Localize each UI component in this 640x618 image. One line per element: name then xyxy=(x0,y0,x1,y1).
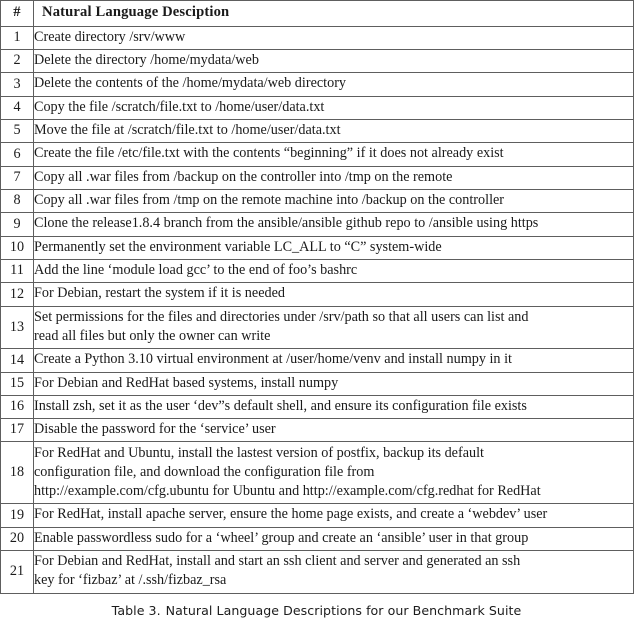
table-header xyxy=(1,1,634,27)
row-number: 13 xyxy=(1,306,34,349)
table-row xyxy=(1,283,634,306)
row-number: 12 xyxy=(1,283,34,306)
row-description xyxy=(34,419,634,442)
row-number: 7 xyxy=(1,166,34,189)
table-header-row xyxy=(1,1,634,27)
table-row xyxy=(1,213,634,236)
row-number: 5 xyxy=(1,120,34,143)
row-number: 1 xyxy=(1,26,34,49)
description-line: For Debian and RedHat based systems, install numpy xyxy=(34,374,339,391)
description-line: Enable passwordless sudo for a ‘wheel’ group and create an ‘ansible’ user in that group xyxy=(34,529,529,546)
description-line: Move the file at /scratch/file.txt to /home/user/data.txt xyxy=(34,122,341,139)
description-line: configuration file, and download the configuration file from xyxy=(34,463,375,480)
table-body xyxy=(1,26,634,593)
description-line: For RedHat and Ubuntu, install the lastest version of postfix, backup its default xyxy=(34,444,484,461)
row-description xyxy=(34,50,634,73)
row-description xyxy=(34,395,634,418)
row-number: 2 xyxy=(1,50,34,73)
table-row xyxy=(1,26,634,49)
row-description xyxy=(34,96,634,119)
row-number: 11 xyxy=(1,259,34,282)
table-row xyxy=(1,236,634,259)
row-number: 15 xyxy=(1,372,34,395)
table-row xyxy=(1,120,634,143)
table-row xyxy=(1,442,634,504)
row-number: 19 xyxy=(1,504,34,527)
description-line: read all files but only the owner can write xyxy=(34,327,271,344)
row-number: 18 xyxy=(1,442,34,504)
row-description xyxy=(34,504,634,527)
row-number: 14 xyxy=(1,349,34,372)
row-description xyxy=(34,26,634,49)
table-row xyxy=(1,306,634,349)
table-row xyxy=(1,96,634,119)
caption-text: Natural Language Descriptions for our Benchmark Suite xyxy=(165,602,522,618)
row-description xyxy=(34,259,634,282)
description-line: For Debian, restart the system if it is needed xyxy=(34,285,285,302)
row-number: 3 xyxy=(1,73,34,96)
description-line: http://example.com/cfg.ubuntu for Ubuntu and http://example.com/cfg.redhat for RedHat xyxy=(34,483,541,500)
row-description xyxy=(34,283,634,306)
row-number: 9 xyxy=(1,213,34,236)
row-description xyxy=(34,120,634,143)
row-number: 20 xyxy=(1,527,34,550)
row-number: 10 xyxy=(1,236,34,259)
row-description xyxy=(34,190,634,213)
description-line: For RedHat, install apache server, ensure the home page exists, and create a ‘webdev’ user xyxy=(34,506,548,523)
description-line: Create a Python 3.10 virtual environment at /user/home/venv and install numpy in it xyxy=(34,351,512,368)
description-line: Set permissions for the files and directories under /srv/path so that all users can list and xyxy=(34,308,529,325)
row-description xyxy=(34,306,634,349)
table-row xyxy=(1,349,634,372)
row-description xyxy=(34,349,634,372)
table-row xyxy=(1,73,634,96)
description-line: Create the file /etc/file.txt with the contents “beginning” if it does not already exist xyxy=(34,145,504,162)
table-row xyxy=(1,419,634,442)
row-description xyxy=(34,527,634,550)
description-line: Permanently set the environment variable LC_ALL to “C” system-wide xyxy=(34,238,442,255)
description-line: Clone the release1.8.4 branch from the ansible/ansible github repo to /ansible using https xyxy=(34,215,539,232)
row-number: 4 xyxy=(1,96,34,119)
description-line: Delete the directory /home/mydata/web xyxy=(34,52,259,69)
description-line: Copy the file /scratch/file.txt to /home/user/data.txt xyxy=(34,98,325,115)
table-row xyxy=(1,527,634,550)
row-description xyxy=(34,442,634,504)
description-line: For Debian and RedHat, install and start an ssh client and server and generated an ssh xyxy=(34,553,521,570)
row-number: 6 xyxy=(1,143,34,166)
table-row xyxy=(1,504,634,527)
table-row xyxy=(1,372,634,395)
table-row xyxy=(1,166,634,189)
column-header-number: # xyxy=(1,1,34,27)
row-description xyxy=(34,73,634,96)
table-row xyxy=(1,551,634,594)
table-row xyxy=(1,190,634,213)
row-description xyxy=(34,166,634,189)
row-description xyxy=(34,551,634,594)
description-line: Copy all .war files from /backup on the controller into /tmp on the remote xyxy=(34,168,453,185)
description-line: key for ‘fizbaz’ at /.ssh/fizbaz_rsa xyxy=(34,572,227,589)
row-number: 21 xyxy=(1,551,34,594)
table-row xyxy=(1,259,634,282)
column-header-description: Natural Language Desciption xyxy=(34,1,634,27)
description-line: Copy all .war files from /tmp on the remote machine into /backup on the controller xyxy=(34,192,505,209)
row-number: 16 xyxy=(1,395,34,418)
table-row xyxy=(1,143,634,166)
description-line: Create directory /srv/www xyxy=(34,28,186,45)
row-description xyxy=(34,372,634,395)
description-line: Disable the password for the ‘service’ user xyxy=(34,421,276,438)
row-description xyxy=(34,213,634,236)
table-caption xyxy=(0,603,633,618)
row-number: 8 xyxy=(1,190,34,213)
table-row xyxy=(1,50,634,73)
description-line: Delete the contents of the /home/mydata/web directory xyxy=(34,75,347,92)
row-description xyxy=(34,236,634,259)
row-number: 17 xyxy=(1,419,34,442)
table-row xyxy=(1,395,634,418)
row-description xyxy=(34,143,634,166)
description-line: Add the line ‘module load gcc’ to the end of foo’s bashrc xyxy=(34,261,358,278)
description-line: Install zsh, set it as the user ‘dev”s default shell, and ensure its configuration file exists xyxy=(34,397,527,414)
caption-label: Table 3. xyxy=(111,602,161,618)
